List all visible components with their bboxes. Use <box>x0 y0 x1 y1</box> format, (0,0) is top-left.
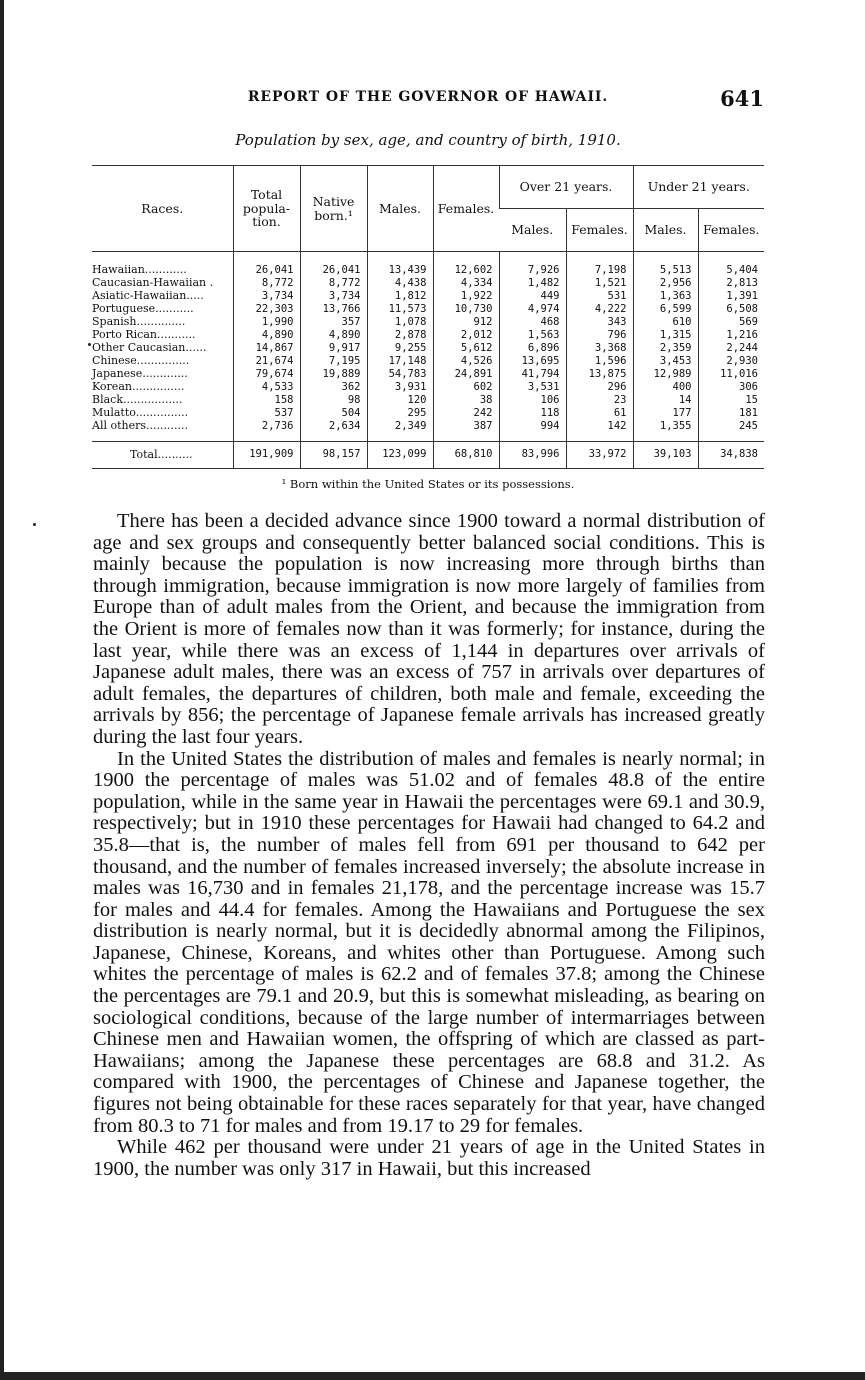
cell-under-21-females: 5,404 <box>698 252 764 278</box>
cell-females: 12,602 <box>433 252 499 278</box>
table-body <box>92 252 764 469</box>
table-caption: Population by sex, age, and country of birth, 1910. <box>235 131 621 149</box>
table-row <box>92 252 764 278</box>
paragraph: While 462 per thousand were under 21 years of age in the United States in 1900, the number was only 317 in Hawaii, but this increased <box>93 1136 765 1180</box>
cell-over-21-females: 61 <box>566 407 633 420</box>
cell-total-population: 191,909 <box>233 442 300 469</box>
race-label: Porto Rican........... <box>92 328 196 342</box>
table-row <box>92 329 764 342</box>
table-row <box>92 381 764 394</box>
table-row <box>92 368 764 381</box>
cell-under-21-males: 3,453 <box>633 355 698 368</box>
header-males: Males. <box>367 166 433 252</box>
cell-total-population: 26,041 <box>233 252 300 278</box>
cell-under-21-females: 2,813 <box>698 277 764 290</box>
cell-females: 1,922 <box>433 290 499 303</box>
cell-females: 242 <box>433 407 499 420</box>
cell-over-21-males: 994 <box>499 420 566 442</box>
cell-under-21-males: 1,363 <box>633 290 698 303</box>
race-label: Asiatic-Hawaiian..... <box>92 289 204 303</box>
cell-total-population: 8,772 <box>233 277 300 290</box>
cell-under-21-males: 5,513 <box>633 252 698 278</box>
cell-native-born: 8,772 <box>300 277 367 290</box>
cell-males: 9,255 <box>367 342 433 355</box>
cell-total-population: 4,533 <box>233 381 300 394</box>
cell-over-21-females: 1,596 <box>566 355 633 368</box>
header-under-21: Under 21 years. <box>633 166 764 209</box>
cell-over-21-females: 531 <box>566 290 633 303</box>
header-under-21-males: Males. <box>633 209 698 252</box>
table-footnote: ¹ Born within the United States or its possessions. <box>281 477 575 491</box>
cell-under-21-males: 1,315 <box>633 329 698 342</box>
cell-total-population: 14,867 <box>233 342 300 355</box>
cell-native-born: 9,917 <box>300 342 367 355</box>
body-text <box>93 511 765 1180</box>
cell-males: 13,439 <box>367 252 433 278</box>
cell-native-born: 4,890 <box>300 329 367 342</box>
race-label: Mulatto............... <box>92 406 189 420</box>
cell-over-21-males: 1,482 <box>499 277 566 290</box>
cell-over-21-males: 118 <box>499 407 566 420</box>
cell-over-21-males: 1,563 <box>499 329 566 342</box>
population-table <box>92 165 764 469</box>
cell-total-population: 3,734 <box>233 290 300 303</box>
cell-males: 295 <box>367 407 433 420</box>
cell-total-population: 22,303 <box>233 303 300 316</box>
cell-native-born: 19,889 <box>300 368 367 381</box>
cell-over-21-females: 343 <box>566 316 633 329</box>
cell-over-21-females: 1,521 <box>566 277 633 290</box>
race-label: Korean............... <box>92 380 185 394</box>
table-row <box>92 407 764 420</box>
cell-males: 4,438 <box>367 277 433 290</box>
cell-females: 68,810 <box>433 442 499 469</box>
cell-males: 1,812 <box>367 290 433 303</box>
cell-under-21-females: 569 <box>698 316 764 329</box>
table-row <box>92 420 764 442</box>
running-title: REPORT OF THE GOVERNOR OF HAWAII. <box>247 89 609 105</box>
cell-males: 123,099 <box>367 442 433 469</box>
cell-under-21-females: 15 <box>698 394 764 407</box>
cell-over-21-females: 296 <box>566 381 633 394</box>
page-left-border <box>0 0 4 1380</box>
cell-males: 17,148 <box>367 355 433 368</box>
header-over-21: Over 21 years. <box>499 166 633 209</box>
cell-over-21-males: 3,531 <box>499 381 566 394</box>
cell-under-21-females: 1,391 <box>698 290 764 303</box>
race-label: Japanese............. <box>92 367 188 381</box>
page-header <box>92 86 764 112</box>
scan-speck <box>33 523 36 526</box>
race-label: Total.......... <box>92 442 233 469</box>
race-label: All others............ <box>92 419 188 433</box>
cell-under-21-males: 610 <box>633 316 698 329</box>
cell-over-21-males: 41,794 <box>499 368 566 381</box>
cell-under-21-females: 34,838 <box>698 442 764 469</box>
table-total-row <box>92 442 764 469</box>
cell-over-21-females: 13,875 <box>566 368 633 381</box>
race-label: Other Caucasian...... <box>92 341 207 355</box>
cell-males: 3,931 <box>367 381 433 394</box>
cell-females: 387 <box>433 420 499 442</box>
header-native-born: Native born.¹ <box>300 166 367 252</box>
cell-over-21-females: 33,972 <box>566 442 633 469</box>
table-row <box>92 290 764 303</box>
page-bottom-border <box>0 1372 865 1380</box>
cell-under-21-females: 2,930 <box>698 355 764 368</box>
cell-total-population: 537 <box>233 407 300 420</box>
cell-native-born: 3,734 <box>300 290 367 303</box>
cell-total-population: 21,674 <box>233 355 300 368</box>
cell-total-population: 158 <box>233 394 300 407</box>
table-row <box>92 355 764 368</box>
cell-native-born: 2,634 <box>300 420 367 442</box>
cell-under-21-males: 2,956 <box>633 277 698 290</box>
cell-males: 1,078 <box>367 316 433 329</box>
cell-over-21-males: 4,974 <box>499 303 566 316</box>
cell-under-21-females: 181 <box>698 407 764 420</box>
cell-females: 38 <box>433 394 499 407</box>
cell-males: 2,878 <box>367 329 433 342</box>
cell-under-21-females: 245 <box>698 420 764 442</box>
cell-females: 912 <box>433 316 499 329</box>
cell-over-21-females: 796 <box>566 329 633 342</box>
header-females: Females. <box>433 166 499 252</box>
cell-under-21-females: 1,216 <box>698 329 764 342</box>
cell-over-21-males: 7,926 <box>499 252 566 278</box>
cell-under-21-females: 2,244 <box>698 342 764 355</box>
cell-females: 2,012 <box>433 329 499 342</box>
cell-native-born: 357 <box>300 316 367 329</box>
cell-native-born: 362 <box>300 381 367 394</box>
paragraph: There has been a decided advance since 1900 toward a normal distribution of age and sex groups and consequently better balanced social conditions. This is mainly because the population is now increasing more through births than through immigration, because immigration is now more largely of families from Europe than of adult males from the Orient, and because the immigration from the Orient is more of females now than it was formerly; for instance, during the last year, while there was an excess of 1,144 in departures over arrivals of Japanese adult males, there was an excess of 757 in arrivals over departures of adult females, the departures of children, both male and female, exceeding the arrivals by 856; the percentage of Japanese female arrivals has increased greatly during the last four years. <box>93 510 765 748</box>
cell-under-21-males: 2,359 <box>633 342 698 355</box>
cell-females: 602 <box>433 381 499 394</box>
cell-native-born: 504 <box>300 407 367 420</box>
cell-over-21-females: 142 <box>566 420 633 442</box>
paragraph: In the United States the distribution of males and females is nearly normal; in 1900 the percentage of males was 51.02 and of females 48.8 of the entire population, while in the same year in Hawaii the percentages were 69.1 and 30.9, respectively; but in 1910 these percentages for Hawaii had changed to 64.2 and 35.8—that is, the number of males fell from 691 per thousand to 642 per thousand, and the number of females increased inversely; the absolute increase in males was 16,730 and in females 21,178, and the percentage increase was 15.7 for males and 44.4 for females. Among the Hawaiians and Portuguese the sex distribution is nearly normal, but it is decidedly abnormal among the Filipinos, Japanese, Chinese, Koreans, and whites other than Portuguese. Among such whites the percentage of males is 62.2 and of females 37.8; among the Chinese the percentages are 79.1 and 20.9, but this is somewhat misleading, as bearing on sociological conditions, because of the large number of intermarriages between Chinese men and Hawaiian women, the offspring of which are classed as part-Hawaiians; among the Japanese these percentages are 68.8 and 31.2. As compared with 1900, the percentages of Chinese and Japanese together, the figures not being obtainable for these races separately for that year, have changed from 80.3 to 71 for males and from 19.17 to 29 for females. <box>93 747 765 1137</box>
cell-total-population: 1,990 <box>233 316 300 329</box>
cell-over-21-females: 3,368 <box>566 342 633 355</box>
race-label: Spanish.............. <box>92 315 186 329</box>
cell-over-21-males: 468 <box>499 316 566 329</box>
cell-under-21-males: 14 <box>633 394 698 407</box>
cell-males: 11,573 <box>367 303 433 316</box>
cell-over-21-females: 23 <box>566 394 633 407</box>
race-label: Black................. <box>92 393 183 407</box>
cell-under-21-males: 400 <box>633 381 698 394</box>
cell-females: 4,334 <box>433 277 499 290</box>
cell-females: 5,612 <box>433 342 499 355</box>
cell-native-born: 7,195 <box>300 355 367 368</box>
cell-native-born: 98,157 <box>300 442 367 469</box>
cell-under-21-males: 12,989 <box>633 368 698 381</box>
cell-under-21-females: 6,508 <box>698 303 764 316</box>
race-label: Hawaiian............ <box>92 263 187 277</box>
table-row <box>92 394 764 407</box>
scan-speck <box>88 343 91 346</box>
header-over-21-females: Females. <box>566 209 633 252</box>
cell-under-21-females: 306 <box>698 381 764 394</box>
cell-under-21-males: 39,103 <box>633 442 698 469</box>
table-row <box>92 316 764 329</box>
race-label: Portuguese........... <box>92 302 194 316</box>
cell-females: 24,891 <box>433 368 499 381</box>
cell-over-21-females: 4,222 <box>566 303 633 316</box>
cell-under-21-females: 11,016 <box>698 368 764 381</box>
cell-females: 4,526 <box>433 355 499 368</box>
cell-over-21-males: 106 <box>499 394 566 407</box>
race-label: Caucasian-Hawaiian . <box>92 276 214 290</box>
cell-native-born: 26,041 <box>300 252 367 278</box>
cell-under-21-males: 177 <box>633 407 698 420</box>
cell-total-population: 4,890 <box>233 329 300 342</box>
cell-total-population: 2,736 <box>233 420 300 442</box>
table-row <box>92 342 764 355</box>
table-row <box>92 277 764 290</box>
cell-females: 10,730 <box>433 303 499 316</box>
cell-males: 120 <box>367 394 433 407</box>
cell-over-21-males: 83,996 <box>499 442 566 469</box>
cell-males: 2,349 <box>367 420 433 442</box>
cell-over-21-males: 6,896 <box>499 342 566 355</box>
cell-over-21-males: 449 <box>499 290 566 303</box>
cell-under-21-males: 1,355 <box>633 420 698 442</box>
cell-over-21-males: 13,695 <box>499 355 566 368</box>
cell-native-born: 13,766 <box>300 303 367 316</box>
table-row <box>92 303 764 316</box>
race-label: Chinese............... <box>92 354 190 368</box>
cell-total-population: 79,674 <box>233 368 300 381</box>
cell-under-21-males: 6,599 <box>633 303 698 316</box>
header-races: Races. <box>92 166 233 252</box>
cell-native-born: 98 <box>300 394 367 407</box>
header-under-21-females: Females. <box>698 209 764 252</box>
cell-over-21-females: 7,198 <box>566 252 633 278</box>
header-total-population: Total popula- tion. <box>233 166 300 252</box>
page-number: 641 <box>720 86 764 111</box>
cell-males: 54,783 <box>367 368 433 381</box>
header-over-21-males: Males. <box>499 209 566 252</box>
